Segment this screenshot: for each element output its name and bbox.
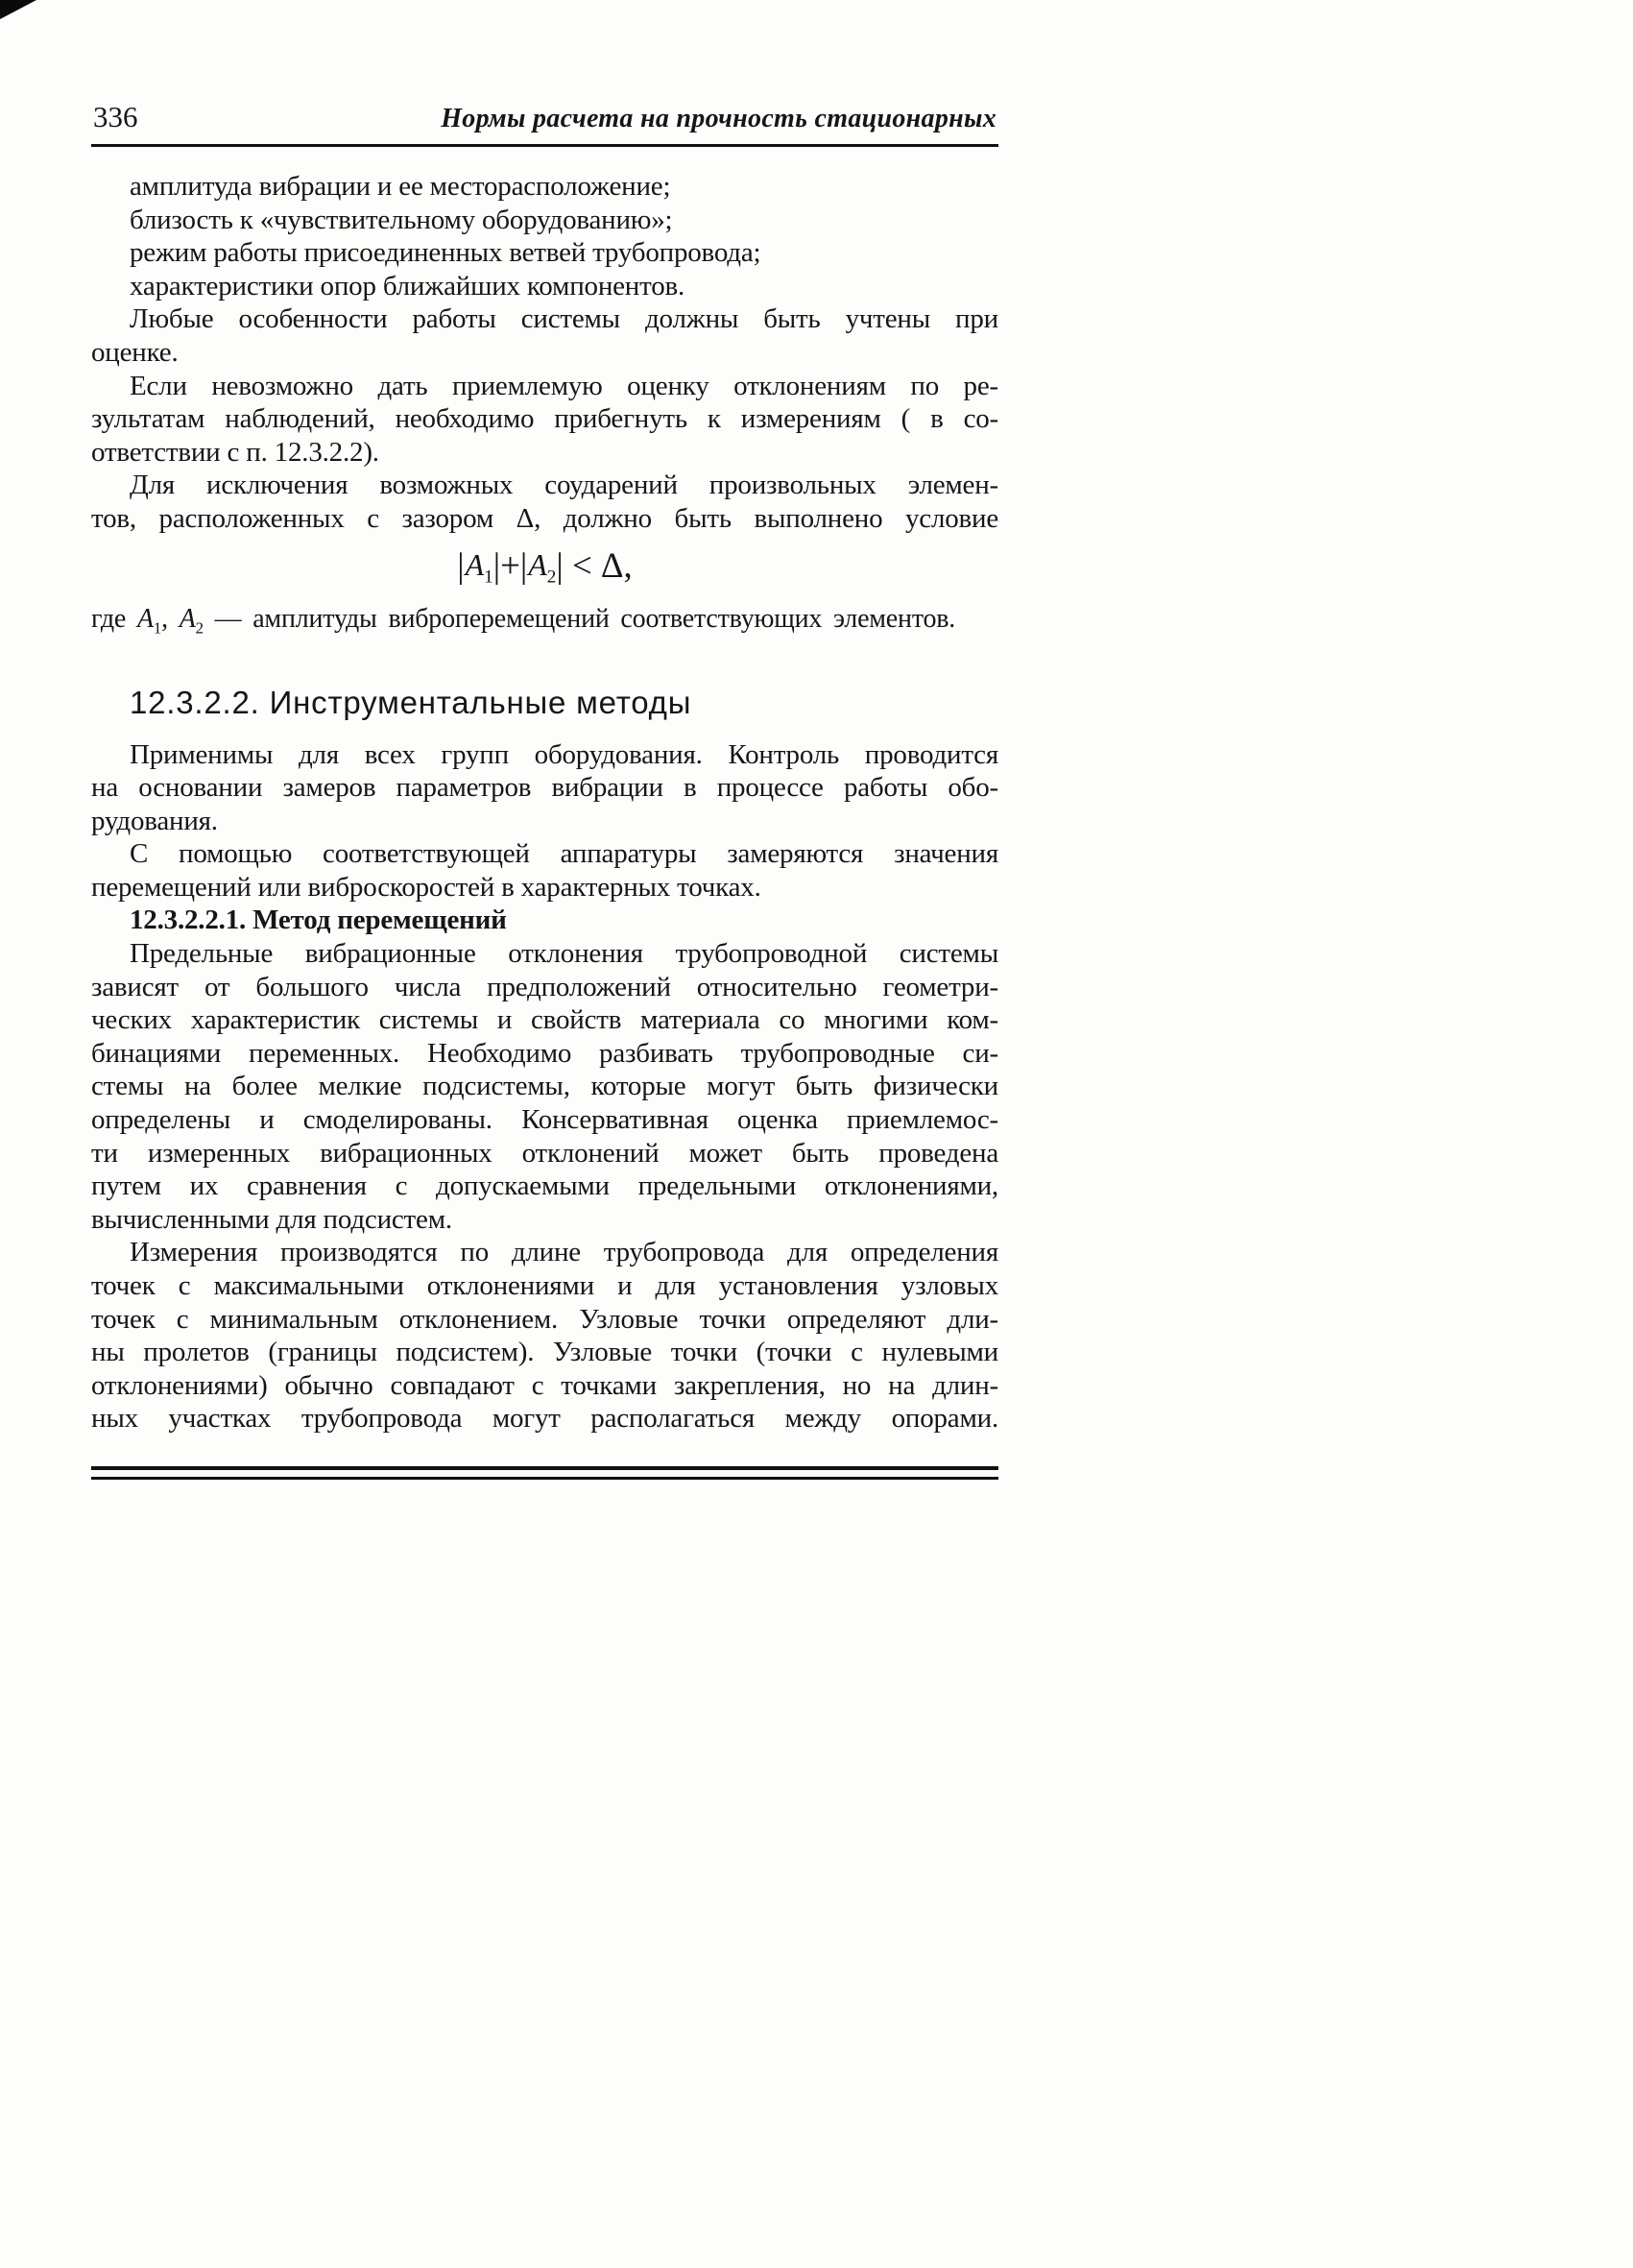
where-text: амплитуды виброперемещений соответствующих элементов. <box>252 603 956 634</box>
text-line: перемещений или виброскоростей в характерных точках. <box>91 871 761 903</box>
text-line: точек с максимальными отклонениями и для установления узловых <box>91 1270 998 1302</box>
text-line: Применимы для всех групп оборудования. Контроль проводится <box>130 738 998 770</box>
page-body <box>91 170 998 1436</box>
text-line: ны пролетов (границы подсистем). Узловые точки (точки с нулевыми <box>91 1337 998 1368</box>
text-line: оценке. <box>91 336 179 368</box>
page-header <box>91 100 998 144</box>
text-line: Для исключения возможных соударений произвольных элемен- <box>130 470 998 501</box>
page-number: 336 <box>93 100 138 133</box>
paragraph-collision-condition <box>91 469 998 535</box>
abs-bar: | <box>457 544 465 585</box>
list-line: режим работы присоединенных ветвей трубопровода; <box>130 237 761 269</box>
variable-a2: A <box>179 603 196 634</box>
abs-bars-plus: |+| <box>492 544 528 585</box>
subscript-2: 2 <box>546 566 557 587</box>
paragraph-measured-values <box>91 837 998 904</box>
formula-amplitude-condition <box>91 543 998 598</box>
text-line: Любые особенности работы системы должны быть учтены при <box>130 303 998 335</box>
list-line: характеристики опор ближайших компонентов. <box>130 270 685 302</box>
list-continuation <box>91 170 998 302</box>
text-line: отклонениями) обычно совпадают с точками закрепления, но на длин- <box>91 1369 998 1401</box>
text-line: зультатам наблюдений, необходимо прибегнуть к измерениям ( в со- <box>91 403 998 435</box>
text-line: вычисленными для подсистем. <box>91 1203 452 1235</box>
formula-where-clause <box>91 602 998 646</box>
paragraph-measurement-fallback <box>91 370 998 470</box>
paragraph-node-points <box>91 1236 998 1436</box>
comma: , <box>161 603 180 634</box>
running-title: Нормы расчета на прочность стационарных <box>441 104 997 133</box>
paragraph-subsystem-modeling <box>91 937 998 1236</box>
text-line: бинациями переменных. Необходимо разбивать трубопроводные си- <box>91 1037 998 1069</box>
text-line: ти измеренных вибрационных отклонений может быть проведена <box>91 1137 998 1169</box>
text-line: ответствии с п. 12.3.2.2). <box>91 436 379 468</box>
footer-rule <box>91 1466 998 1480</box>
text-line: точек с минимальным отклонением. Узловые точки определяют дли- <box>91 1303 998 1335</box>
scan-corner-artifact <box>0 0 36 19</box>
text-line: путем их сравнения с допускаемыми предельными отклонениями, <box>91 1170 998 1202</box>
text-line: стемы на более мелкие подсистемы, которые могут быть физически <box>91 1071 998 1102</box>
text-line: С помощью соответствующей аппаратуры замеряются значения <box>130 838 998 870</box>
page-content <box>91 100 998 1480</box>
text-line: определены и смоделированы. Консервативная оценка приемлемос- <box>91 1104 998 1136</box>
text-line: на основании замеров параметров вибрации в процессе работы обо- <box>91 772 998 804</box>
text-line: рудования. <box>91 805 218 836</box>
list-line: амплитуда вибрации и ее месторасположение; <box>130 171 671 202</box>
dash: — <box>203 603 253 634</box>
text-line: зависят от большого числа предположений относительно геометри- <box>91 971 998 1002</box>
text-line: тов, расположенных с зазором Δ, должно быть выполнено условие <box>91 502 998 534</box>
subscript-1: 1 <box>484 566 493 587</box>
text-line: Предельные вибрационные отклонения трубопроводной системы <box>130 938 998 970</box>
subscript-1: 1 <box>153 618 162 638</box>
paragraph-applicability <box>91 738 998 838</box>
less-than-delta: | < Δ, <box>556 544 633 585</box>
text-line: Измерения производятся по длине трубопровода для определения <box>130 1237 998 1268</box>
where-lead: где <box>91 603 137 634</box>
text-line: ных участках трубопровода могут располагаться между опорами. <box>91 1403 998 1435</box>
subscript-2: 2 <box>195 618 204 638</box>
text-line: ческих характеристик системы и свойств материала со многими ком- <box>91 1004 998 1036</box>
subsection-heading-displacement-method: 12.3.2.2.1. Метод перемещений <box>130 905 507 936</box>
variable-a1: A <box>136 603 154 634</box>
list-line: близость к «чувствительному оборудованию»; <box>130 204 673 235</box>
variable-a2: A <box>528 546 547 582</box>
section-heading-instrumental-methods: 12.3.2.2. Инструментальные методы <box>130 684 692 720</box>
text-line: Если невозможно дать приемлемую оценку отклонениям по ре- <box>130 370 998 401</box>
paragraph-system-features <box>91 302 998 369</box>
variable-a1: A <box>465 546 485 582</box>
header-rule <box>91 144 998 147</box>
